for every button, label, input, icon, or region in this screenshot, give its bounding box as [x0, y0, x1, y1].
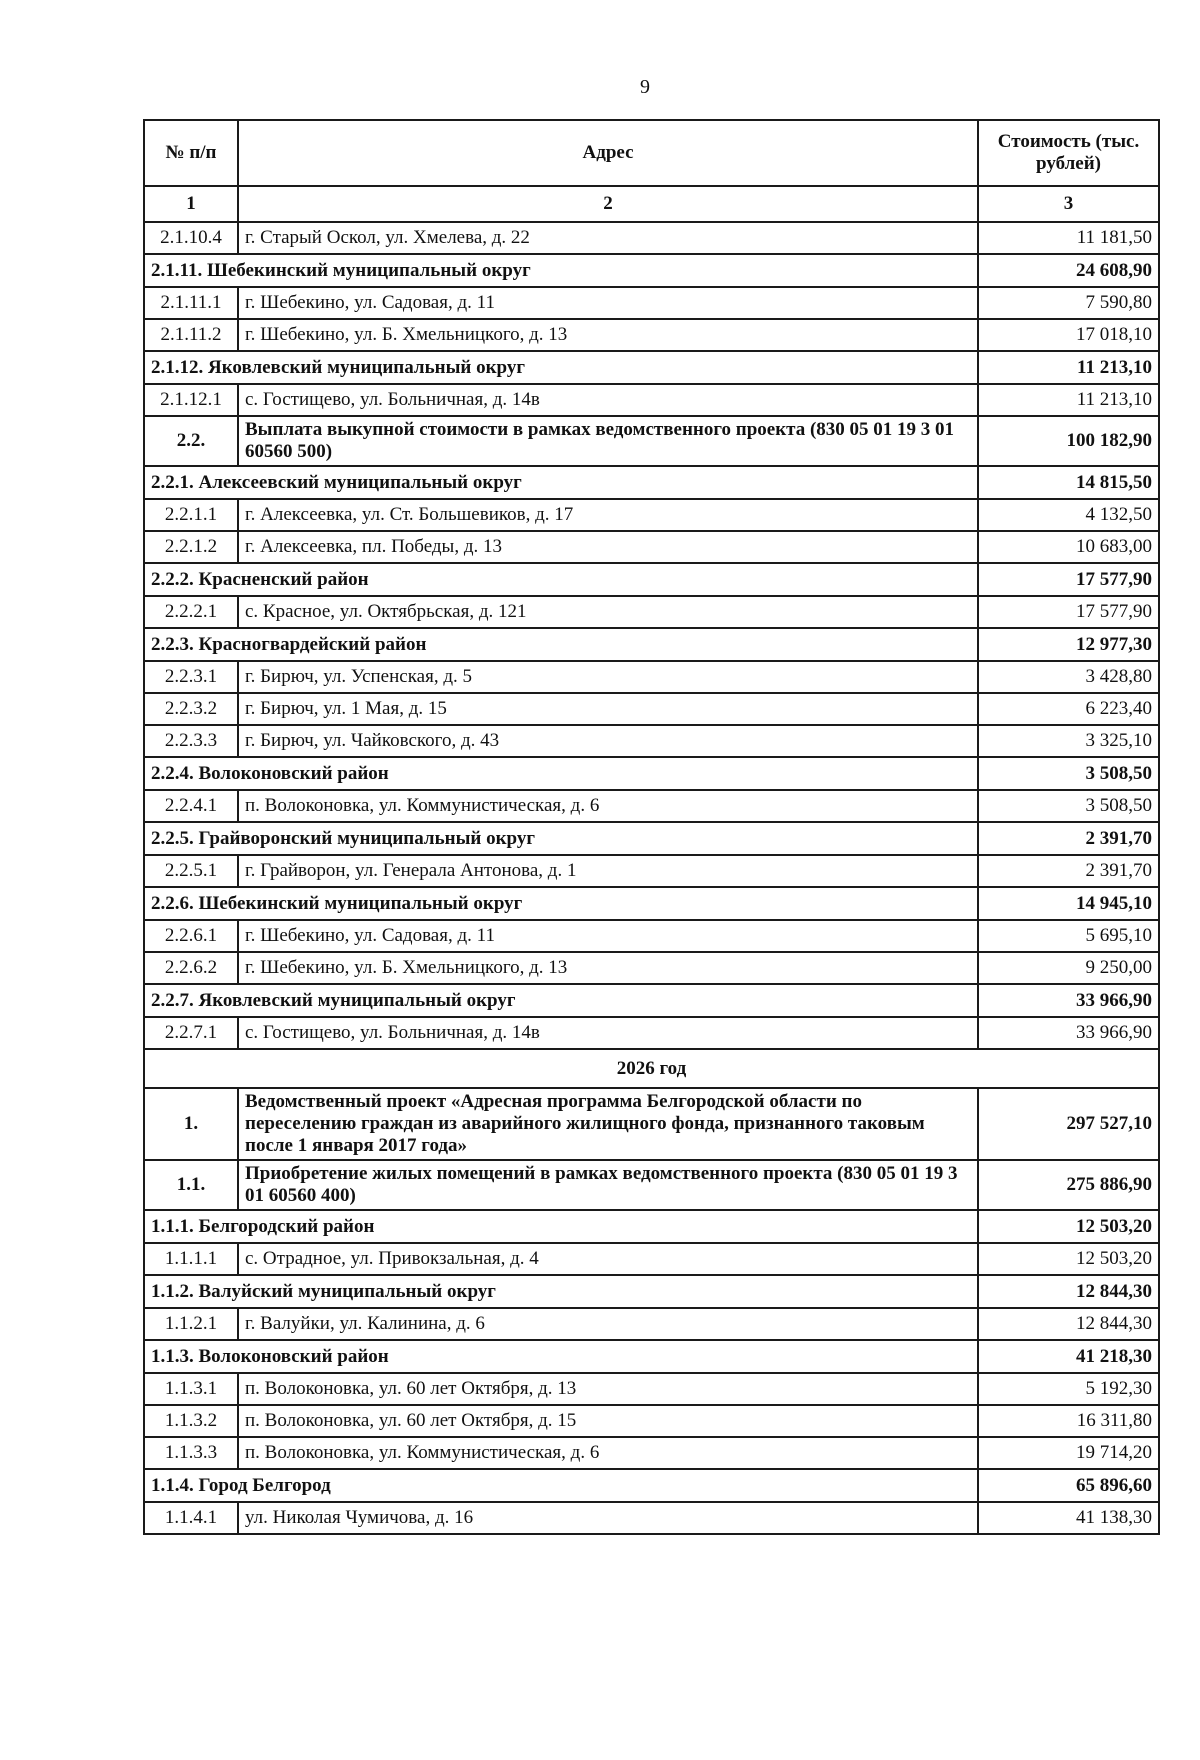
cost: 2 391,70 [978, 855, 1159, 887]
cost: 11 213,10 [978, 384, 1159, 416]
cost-table [143, 119, 1160, 1535]
row-number: 1.1.3.3 [144, 1437, 238, 1469]
project-title: Ведомственный проект «Адресная программа Белгородской области по переселению граждан из аварийного жилищного фонда, признанного таковым после 1 января 2017 года» [238, 1088, 978, 1160]
section-cost: 41 218,30 [978, 1340, 1159, 1373]
row-number: 1.1.1.1 [144, 1243, 238, 1275]
address: ул. Николая Чумичова, д. 16 [238, 1502, 978, 1534]
header-cost: Стоимость (тыс. рублей) [978, 120, 1159, 186]
row-number: 2.2.5.1 [144, 855, 238, 887]
table-row [144, 790, 1159, 822]
cost: 16 311,80 [978, 1405, 1159, 1437]
cost: 5 695,10 [978, 920, 1159, 952]
row-number: 2.2.6.2 [144, 952, 238, 984]
section-label: 2.1.11. Шебекинский муниципальный округ [144, 254, 978, 287]
address: п. Волоконовка, ул. Коммунистическая, д. 6 [238, 790, 978, 822]
section-label: 2.2.7. Яковлевский муниципальный округ [144, 984, 978, 1017]
row-number: 2.2.3.1 [144, 661, 238, 693]
project-cost: 275 886,90 [978, 1160, 1159, 1210]
row-number: 1.1.4.1 [144, 1502, 238, 1534]
table-row [144, 596, 1159, 628]
row-number: 2.2.3.3 [144, 725, 238, 757]
section-label: 2.2.4. Волоконовский район [144, 757, 978, 790]
project-title: Выплата выкупной стоимости в рамках ведомственного проекта (830 05 01 19 3 01 60560 500) [238, 416, 978, 466]
section-label: 1.1.1. Белгородский район [144, 1210, 978, 1243]
section-cost: 33 966,90 [978, 984, 1159, 1017]
column-number-row [144, 186, 1159, 222]
section-cost: 2 391,70 [978, 822, 1159, 855]
address: г. Грайворон, ул. Генерала Антонова, д. 1 [238, 855, 978, 887]
row-number: 2.2.6.1 [144, 920, 238, 952]
section-label: 2.2.6. Шебекинский муниципальный округ [144, 887, 978, 920]
column-number: 2 [238, 186, 978, 222]
section-label: 1.1.4. Город Белгород [144, 1469, 978, 1502]
row-number: 2.2.1.1 [144, 499, 238, 531]
address: п. Волоконовка, ул. 60 лет Октября, д. 13 [238, 1373, 978, 1405]
table-row [144, 1308, 1159, 1340]
project-cost: 297 527,10 [978, 1088, 1159, 1160]
cost: 12 503,20 [978, 1243, 1159, 1275]
section-label: 2.1.12. Яковлевский муниципальный округ [144, 351, 978, 384]
section-label: 1.1.3. Волоконовский район [144, 1340, 978, 1373]
cost: 11 181,50 [978, 222, 1159, 254]
project-cost: 100 182,90 [978, 416, 1159, 466]
section-row [144, 1340, 1159, 1373]
column-number: 1 [144, 186, 238, 222]
section-row [144, 563, 1159, 596]
address: п. Волоконовка, ул. 60 лет Октября, д. 15 [238, 1405, 978, 1437]
header-number: № п/п [144, 120, 238, 186]
section-label: 2.2.5. Грайворонский муниципальный округ [144, 822, 978, 855]
table-row [144, 1243, 1159, 1275]
address: г. Бирюч, ул. Чайковского, д. 43 [238, 725, 978, 757]
header-address: Адрес [238, 120, 978, 186]
cost: 10 683,00 [978, 531, 1159, 563]
table-row [144, 499, 1159, 531]
address: с. Красное, ул. Октябрьская, д. 121 [238, 596, 978, 628]
section-cost: 14 945,10 [978, 887, 1159, 920]
year-row [144, 1049, 1159, 1088]
cost: 3 325,10 [978, 725, 1159, 757]
section-row [144, 1275, 1159, 1308]
section-cost: 12 503,20 [978, 1210, 1159, 1243]
row-number: 1.1.2.1 [144, 1308, 238, 1340]
row-number: 2.2. [144, 416, 238, 466]
cost: 5 192,30 [978, 1373, 1159, 1405]
address: г. Валуйки, ул. Калинина, д. 6 [238, 1308, 978, 1340]
section-label: 2.2.3. Красногвардейский район [144, 628, 978, 661]
address: г. Бирюч, ул. 1 Мая, д. 15 [238, 693, 978, 725]
address: г. Шебекино, ул. Б. Хмельницкого, д. 13 [238, 319, 978, 351]
section-cost: 17 577,90 [978, 563, 1159, 596]
cost: 12 844,30 [978, 1308, 1159, 1340]
section-cost: 11 213,10 [978, 351, 1159, 384]
table-header-row [144, 120, 1159, 186]
row-number: 2.2.2.1 [144, 596, 238, 628]
cost: 4 132,50 [978, 499, 1159, 531]
address: г. Шебекино, ул. Б. Хмельницкого, д. 13 [238, 952, 978, 984]
address: п. Волоконовка, ул. Коммунистическая, д. 6 [238, 1437, 978, 1469]
table-row [144, 661, 1159, 693]
row-number: 2.1.11.1 [144, 287, 238, 319]
cost: 9 250,00 [978, 952, 1159, 984]
table-row [144, 952, 1159, 984]
section-row [144, 887, 1159, 920]
row-number: 2.2.7.1 [144, 1017, 238, 1049]
table-row [144, 725, 1159, 757]
year-label: 2026 год [144, 1049, 1159, 1088]
column-number: 3 [978, 186, 1159, 222]
table-row [144, 1405, 1159, 1437]
row-number: 2.2.1.2 [144, 531, 238, 563]
address: г. Алексеевка, ул. Ст. Большевиков, д. 17 [238, 499, 978, 531]
cost: 17 577,90 [978, 596, 1159, 628]
cost: 6 223,40 [978, 693, 1159, 725]
section-label: 1.1.2. Валуйский муниципальный округ [144, 1275, 978, 1308]
section-label: 2.2.1. Алексеевский муниципальный округ [144, 466, 978, 499]
section-row [144, 351, 1159, 384]
row-number: 2.1.11.2 [144, 319, 238, 351]
table-row [144, 384, 1159, 416]
section-row [144, 254, 1159, 287]
cost: 3 428,80 [978, 661, 1159, 693]
section-cost: 14 815,50 [978, 466, 1159, 499]
row-number: 1. [144, 1088, 238, 1160]
section-row [144, 984, 1159, 1017]
table-row [144, 1373, 1159, 1405]
row-number: 1.1.3.2 [144, 1405, 238, 1437]
table-row [144, 319, 1159, 351]
cost: 33 966,90 [978, 1017, 1159, 1049]
address: с. Гостищево, ул. Больничная, д. 14в [238, 1017, 978, 1049]
cost: 41 138,30 [978, 1502, 1159, 1534]
cost: 17 018,10 [978, 319, 1159, 351]
address: г. Старый Оскол, ул. Хмелева, д. 22 [238, 222, 978, 254]
table-row [144, 222, 1159, 254]
address: г. Шебекино, ул. Садовая, д. 11 [238, 287, 978, 319]
section-row [144, 1210, 1159, 1243]
table-row [144, 287, 1159, 319]
project-row [144, 416, 1159, 466]
table-row [144, 693, 1159, 725]
project-title: Приобретение жилых помещений в рамках ведомственного проекта (830 05 01 19 3 01 60560 400) [238, 1160, 978, 1210]
row-number: 1.1. [144, 1160, 238, 1210]
cost: 3 508,50 [978, 790, 1159, 822]
table-row [144, 531, 1159, 563]
section-row [144, 757, 1159, 790]
row-number: 2.1.12.1 [144, 384, 238, 416]
section-row [144, 1469, 1159, 1502]
section-cost: 3 508,50 [978, 757, 1159, 790]
address: г. Бирюч, ул. Успенская, д. 5 [238, 661, 978, 693]
section-row [144, 466, 1159, 499]
table-row [144, 1017, 1159, 1049]
section-cost: 12 844,30 [978, 1275, 1159, 1308]
page-number: 9 [640, 76, 650, 98]
address: г. Шебекино, ул. Садовая, д. 11 [238, 920, 978, 952]
table-row [144, 920, 1159, 952]
address: г. Алексеевка, пл. Победы, д. 13 [238, 531, 978, 563]
section-cost: 12 977,30 [978, 628, 1159, 661]
row-number: 2.2.4.1 [144, 790, 238, 822]
row-number: 2.1.10.4 [144, 222, 238, 254]
table-row [144, 855, 1159, 887]
section-row [144, 628, 1159, 661]
row-number: 1.1.3.1 [144, 1373, 238, 1405]
address: с. Гостищево, ул. Больничная, д. 14в [238, 384, 978, 416]
cost: 19 714,20 [978, 1437, 1159, 1469]
section-cost: 65 896,60 [978, 1469, 1159, 1502]
table-row [144, 1437, 1159, 1469]
table-row [144, 1502, 1159, 1534]
cost: 7 590,80 [978, 287, 1159, 319]
section-label: 2.2.2. Красненский район [144, 563, 978, 596]
row-number: 2.2.3.2 [144, 693, 238, 725]
address: с. Отрадное, ул. Привокзальная, д. 4 [238, 1243, 978, 1275]
project-row [144, 1088, 1159, 1160]
section-cost: 24 608,90 [978, 254, 1159, 287]
section-row [144, 822, 1159, 855]
project-row [144, 1160, 1159, 1210]
